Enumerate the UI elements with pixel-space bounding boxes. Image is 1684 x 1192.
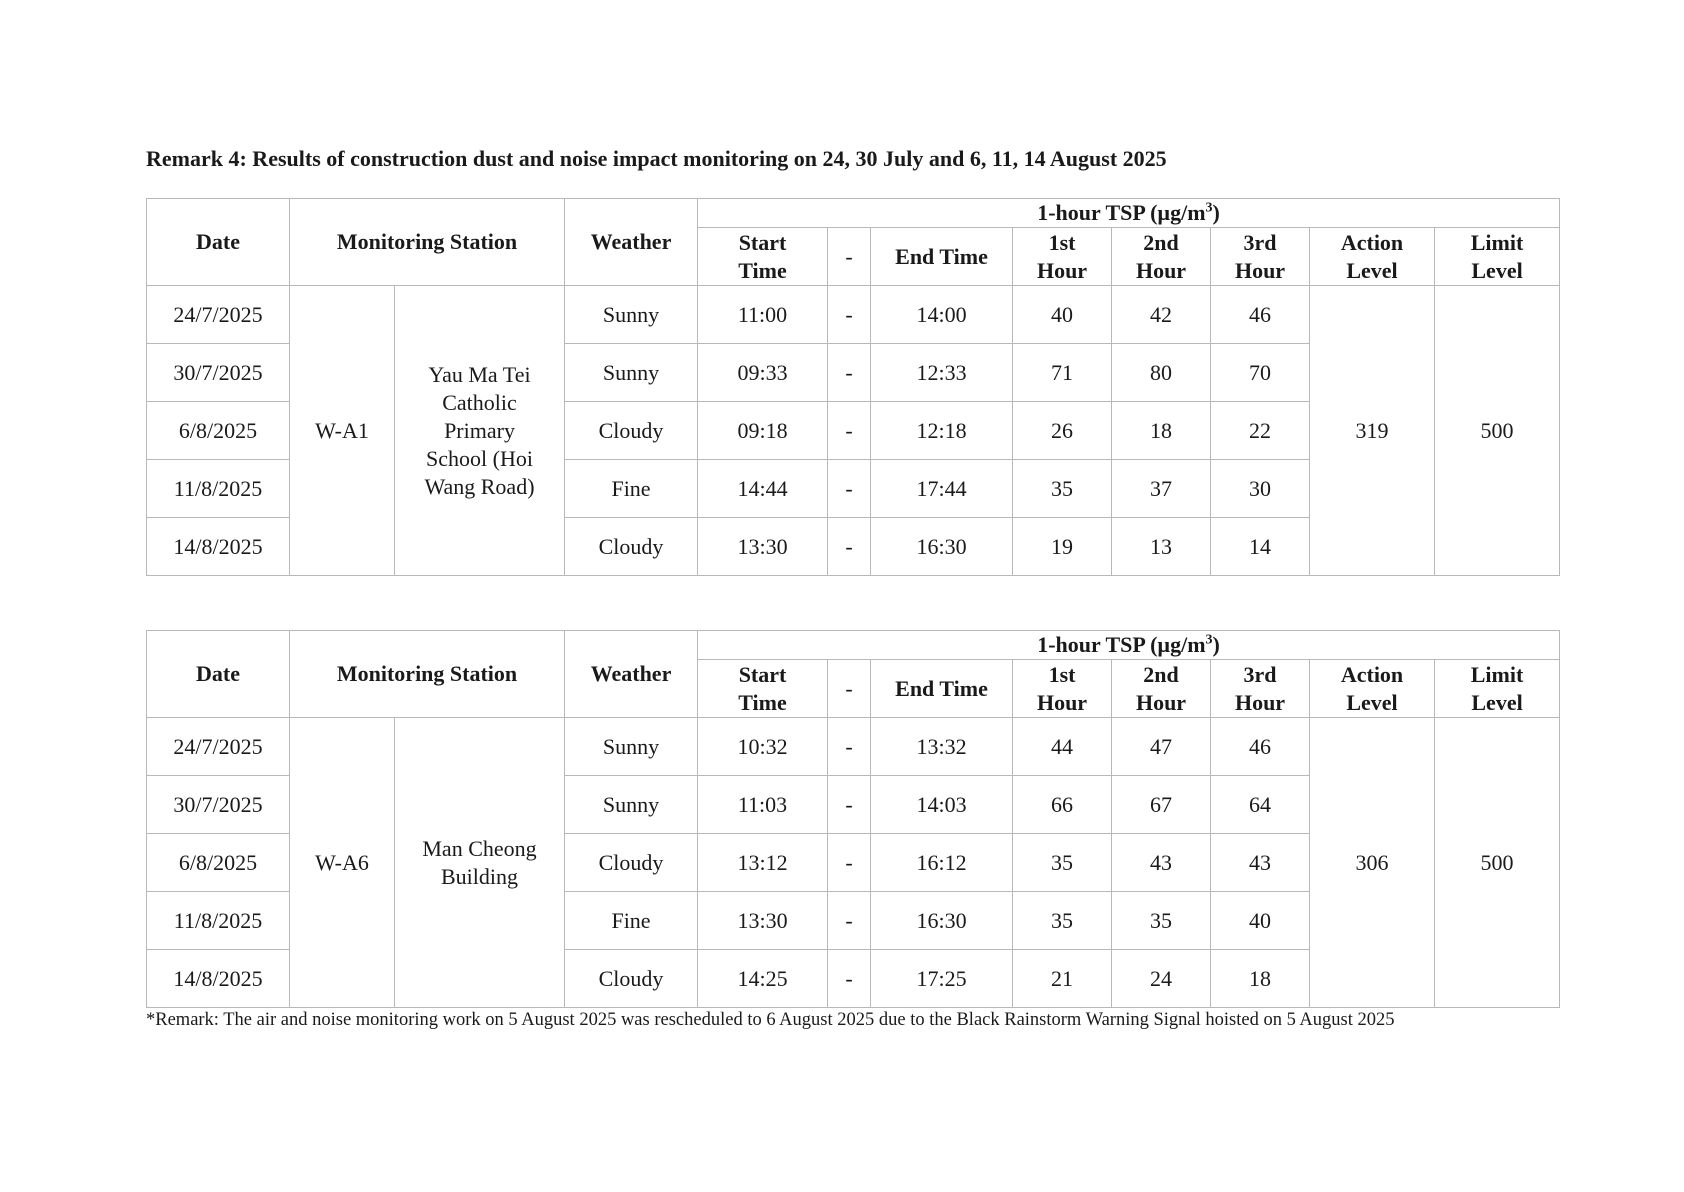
hour3-header: 3rd Hour [1211,660,1310,718]
hour1-cell: 21 [1013,950,1112,1008]
action-level-cell: 319 [1310,286,1435,576]
table-row [147,718,1560,776]
tsp-unit-close: ) [1212,200,1220,225]
end-time-header: End Time [871,228,1013,286]
limit-level-header: Limit Level [1435,228,1560,286]
start-time-cell: 11:03 [698,776,828,834]
hour3-header: 3rd Hour [1211,228,1310,286]
weather-cell: Cloudy [565,950,698,1008]
station-name-cell: Man Cheong Building [395,718,565,1008]
weather-cell: Sunny [565,776,698,834]
dash-cell: - [828,402,871,460]
end-time-cell: 14:00 [871,286,1013,344]
start-time-header: Start Time [698,660,828,718]
dash-cell: - [828,460,871,518]
hour2-header: 2nd Hour [1112,228,1211,286]
end-time-header: End Time [871,660,1013,718]
weather-header: Weather [565,631,698,718]
end-time-cell: 17:44 [871,460,1013,518]
end-time-cell: 16:30 [871,892,1013,950]
weather-cell: Cloudy [565,402,698,460]
monitoring-station-header: Monitoring Station [290,631,565,718]
hour3-cell: 46 [1211,718,1310,776]
date-cell: 24/7/2025 [147,718,290,776]
weather-cell: Sunny [565,286,698,344]
start-time-cell: 14:25 [698,950,828,1008]
dash-header: - [828,660,871,718]
hour1-cell: 35 [1013,892,1112,950]
tsp-group-header [698,199,1560,228]
weather-cell: Cloudy [565,834,698,892]
action-level-cell: 306 [1310,718,1435,1008]
end-time-cell: 17:25 [871,950,1013,1008]
end-time-cell: 12:33 [871,344,1013,402]
hour1-cell: 35 [1013,834,1112,892]
hour1-header: 1st Hour [1013,228,1112,286]
dash-cell: - [828,344,871,402]
tsp-results-table-w-a1 [146,198,1560,576]
hour2-cell: 67 [1112,776,1211,834]
tsp-unit-text: 1-hour TSP (µg/m [1037,632,1206,657]
dash-cell: - [828,776,871,834]
limit-level-cell: 500 [1435,286,1560,576]
end-time-cell: 13:32 [871,718,1013,776]
hour3-cell: 18 [1211,950,1310,1008]
action-level-header: Action Level [1310,228,1435,286]
page-title: Remark 4: Results of construction dust and noise impact monitoring on 24, 30 July and 6, 11, 14 August 2025 [146,146,1167,171]
start-time-cell: 14:44 [698,460,828,518]
start-time-header: Start Time [698,228,828,286]
limit-level-header: Limit Level [1435,660,1560,718]
dash-cell: - [828,950,871,1008]
hour3-cell: 43 [1211,834,1310,892]
dash-cell: - [828,286,871,344]
start-time-cell: 11:00 [698,286,828,344]
weather-cell: Sunny [565,718,698,776]
hour3-cell: 22 [1211,402,1310,460]
hour2-cell: 35 [1112,892,1211,950]
hour1-cell: 19 [1013,518,1112,576]
weather-cell: Sunny [565,344,698,402]
date-cell: 30/7/2025 [147,776,290,834]
hour3-cell: 40 [1211,892,1310,950]
hour2-cell: 42 [1112,286,1211,344]
dash-cell: - [828,518,871,576]
weather-cell: Fine [565,460,698,518]
table-row [147,286,1560,344]
hour3-cell: 70 [1211,344,1310,402]
hour3-cell: 14 [1211,518,1310,576]
start-time-cell: 09:18 [698,402,828,460]
hour2-cell: 18 [1112,402,1211,460]
tsp-unit-superscript: 3 [1205,200,1213,216]
limit-level-cell: 500 [1435,718,1560,1008]
hour1-cell: 40 [1013,286,1112,344]
weather-header: Weather [565,199,698,286]
dash-header: - [828,228,871,286]
tsp-unit-superscript: 3 [1205,632,1213,648]
start-time-cell: 10:32 [698,718,828,776]
date-header: Date [147,631,290,718]
monitoring-station-header: Monitoring Station [290,199,565,286]
tsp-unit-close: ) [1212,632,1220,657]
end-time-cell: 12:18 [871,402,1013,460]
hour1-cell: 26 [1013,402,1112,460]
tsp-results-table-w-a6 [146,630,1560,1008]
date-header: Date [147,199,290,286]
weather-cell: Fine [565,892,698,950]
start-time-cell: 13:30 [698,892,828,950]
hour1-cell: 66 [1013,776,1112,834]
hour1-cell: 35 [1013,460,1112,518]
footnote-remark: *Remark: The air and noise monitoring work on 5 August 2025 was rescheduled to 6 August 2025 due to the Black Rainstorm Warning Signal hoisted on 5 August 2025 [146,1010,1395,1030]
end-time-cell: 16:12 [871,834,1013,892]
hour1-header: 1st Hour [1013,660,1112,718]
tsp-group-header [698,631,1560,660]
dash-cell: - [828,718,871,776]
hour2-cell: 43 [1112,834,1211,892]
date-cell: 30/7/2025 [147,344,290,402]
date-cell: 6/8/2025 [147,402,290,460]
start-time-cell: 09:33 [698,344,828,402]
hour2-cell: 24 [1112,950,1211,1008]
end-time-cell: 16:30 [871,518,1013,576]
date-cell: 24/7/2025 [147,286,290,344]
hour3-cell: 64 [1211,776,1310,834]
start-time-cell: 13:30 [698,518,828,576]
hour2-cell: 37 [1112,460,1211,518]
tsp-unit-text: 1-hour TSP (µg/m [1037,200,1206,225]
start-time-cell: 13:12 [698,834,828,892]
end-time-cell: 14:03 [871,776,1013,834]
hour2-cell: 80 [1112,344,1211,402]
date-cell: 11/8/2025 [147,892,290,950]
hour2-header: 2nd Hour [1112,660,1211,718]
hour2-cell: 13 [1112,518,1211,576]
date-cell: 6/8/2025 [147,834,290,892]
hour3-cell: 30 [1211,460,1310,518]
hour1-cell: 44 [1013,718,1112,776]
hour1-cell: 71 [1013,344,1112,402]
date-cell: 11/8/2025 [147,460,290,518]
date-cell: 14/8/2025 [147,950,290,1008]
hour2-cell: 47 [1112,718,1211,776]
date-cell: 14/8/2025 [147,518,290,576]
hour3-cell: 46 [1211,286,1310,344]
action-level-header: Action Level [1310,660,1435,718]
dash-cell: - [828,834,871,892]
station-name-cell: Yau Ma Tei Catholic Primary School (Hoi Wang Road) [395,286,565,576]
station-id-cell: W-A1 [290,286,395,576]
weather-cell: Cloudy [565,518,698,576]
station-id-cell: W-A6 [290,718,395,1008]
dash-cell: - [828,892,871,950]
